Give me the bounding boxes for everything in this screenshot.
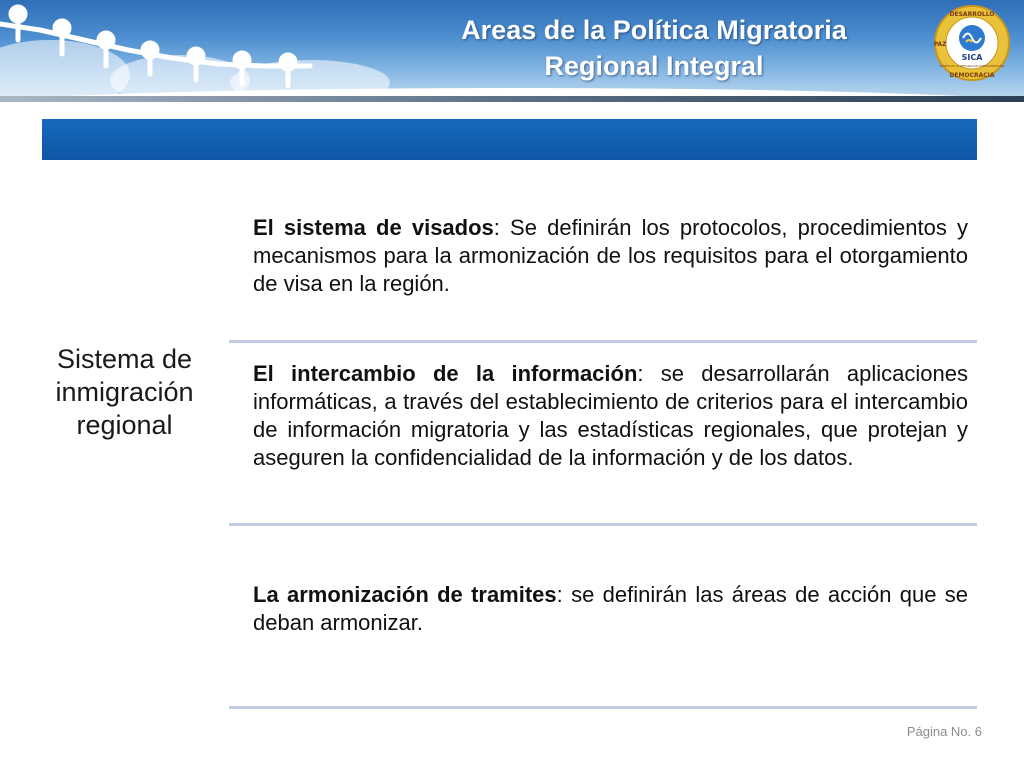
- row-text: : Se definirán los protocolos, procedimientos y mecanismos para la armonización de los requisitos para el otorgamiento de visa en la región.: [253, 215, 969, 296]
- row-tramites: [253, 581, 968, 637]
- row-divider: [229, 523, 977, 526]
- logo-caption: SISTEMA DE LA INTEGRACIÓN CENTROAMERICANA: [939, 65, 1005, 68]
- logo-ring-left: PAZ: [933, 41, 947, 48]
- title-line-1: Areas de la Política Migratoria: [461, 15, 847, 45]
- slide-title: [380, 12, 928, 84]
- sica-logo: [933, 4, 1011, 82]
- row-text: : se desarrollarán aplicaciones informáticas, a través del establecimiento de criterios para el intercambio de información migratoria y las estadísticas regionales, que protejan y aseguren la confidencialidad de la información y de los datos.: [253, 361, 968, 470]
- category-label: Sistema de inmigración regional: [55, 344, 194, 440]
- row-intercambio: [253, 360, 968, 472]
- logo-ring-bottom: DEMOCRACIA: [949, 72, 995, 79]
- row-term: La armonización de tramites: [253, 582, 557, 607]
- header-banner: [0, 0, 1024, 108]
- row-text: : se definirán las áreas de acción que se deban armonizar.: [253, 582, 968, 635]
- header-band: [0, 96, 1024, 102]
- logo-center-text: SICA: [961, 53, 983, 62]
- human-chain-illustration: [0, 0, 420, 100]
- row-visados: [253, 214, 968, 298]
- logo-ring-top: DESARROLLO: [949, 11, 995, 18]
- row-term: El intercambio de la información: [253, 361, 638, 386]
- row-divider: [229, 340, 977, 343]
- row-divider: [229, 706, 977, 709]
- page-number: Página No. 6: [906, 724, 982, 739]
- title-line-2: Regional Integral: [544, 51, 764, 81]
- table-header-bar: [42, 119, 977, 160]
- row-term: El sistema de visados: [253, 215, 494, 240]
